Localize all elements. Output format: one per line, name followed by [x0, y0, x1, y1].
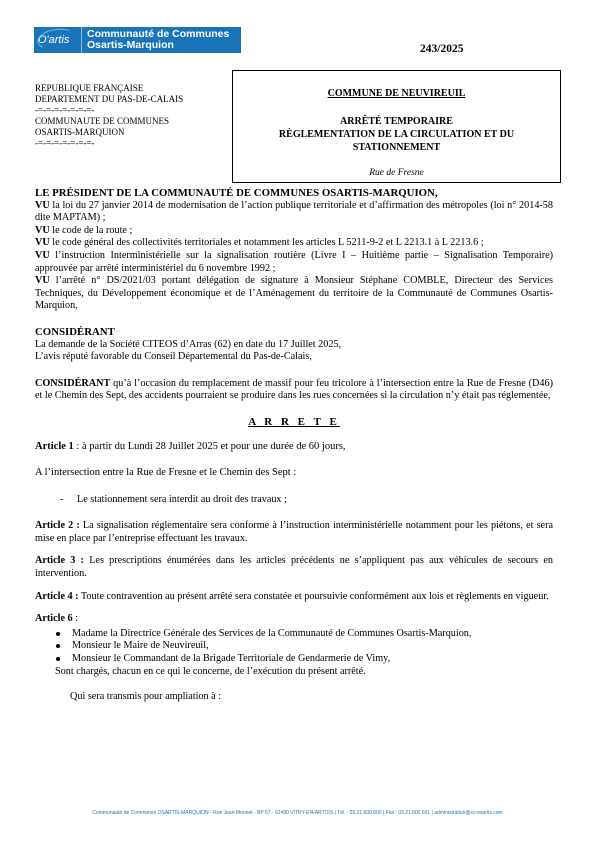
street-name: Rue de Fresne [369, 168, 424, 178]
arrete-title-line: ARRÊTÉ TEMPORAIRE [340, 116, 453, 127]
article-3 [35, 555, 553, 580]
logo-text [82, 29, 229, 51]
article-label: Article 1 [35, 440, 74, 452]
admin-line: DEPARTEMENT DU PAS-DE-CALAIS [35, 94, 184, 104]
vu-paragraph [35, 200, 553, 225]
vu-text: le code général des collectivités territoriales et notamment les articles L 5211-9-2 et L 2213.1 à L 2213.6 ; [49, 237, 484, 249]
vu-label: VU [35, 237, 50, 249]
title-box [232, 70, 561, 183]
article-4 [35, 591, 553, 604]
logo-line-1: Communauté de Communes [87, 28, 230, 40]
article-label: Article 4 : [35, 590, 79, 602]
president-heading: LE PRÉSIDENT DE LA COMMUNAUTÉ DE COMMUNES OSARTIS-MARQUION, [35, 187, 438, 199]
article-1 [35, 441, 553, 454]
recipient-list [35, 628, 553, 666]
considerant-text: qu’à l’occasion du remplacement de massif pour feu tricolore à l’intersection entre la Rue de Fresne (D46) et le Chemin des Sept, des accidents pourraient se produire dans les rues concernées si la circulation n’y était pas réglementée, [35, 377, 553, 402]
considerant-label: CONSIDÉRANT [35, 377, 111, 389]
logo-mark [34, 27, 82, 53]
recipient-item [35, 640, 553, 653]
stationnement-item [35, 494, 553, 507]
admin-separator: -=-=-=-=-=-=-=- [35, 105, 95, 115]
vu-text: la loi du 27 janvier 2014 de modernisation de l’action publique territoriale et d’affirmation des métropoles (loi n° 2014-58 dite MAPTAM) ; [35, 199, 553, 224]
recipient-text: Madame la Directrice Générale des Services de la Communauté de Communes Osartis-Marquion, [72, 627, 472, 639]
article-6 [35, 613, 553, 626]
vu-paragraph [35, 250, 553, 275]
recipient-item [35, 628, 553, 641]
arrete-title-line: RÈGLEMENTATION DE LA CIRCULATION ET DU [278, 129, 515, 140]
article-label: Article 3 : [35, 555, 84, 567]
arrete-title [233, 115, 560, 154]
recipient-item [35, 653, 553, 666]
admin-separator: -=-=-=-=-=-=-=- [35, 138, 95, 148]
ampliation-line: Qui sera transmis pour ampliation à : [70, 691, 222, 703]
admin-line: OSARTIS-MARQUION [35, 127, 125, 137]
recipient-text: Monsieur le Commandant de la Brigade Territoriale de Gendarmerie de Vimy, [72, 653, 391, 665]
stationnement-text: Le stationnement sera interdit au droit des travaux ; [77, 493, 287, 505]
vu-text: le code de la route ; [49, 224, 133, 236]
vu-label: VU [35, 224, 50, 236]
considerant-paragraph [35, 378, 553, 403]
dash-marker: - [60, 493, 64, 505]
recipient-text: Monsieur le Maire de Neuvireuil, [72, 640, 209, 652]
vu-paragraph [35, 225, 553, 238]
reference-number: 243/2025 [420, 43, 464, 55]
arrete-heading: A R R E T E [248, 415, 340, 428]
vu-paragraph [35, 275, 553, 313]
considerant-line: La demande de la Société CITEOS d’Arras (62) en date du 17 Juillet 2025, [35, 338, 342, 350]
logo-line-2: Osartis-Marquion [87, 39, 174, 51]
vu-text: l’arrêté n° DS/2021/03 portant délégation de signature à Monsieur Stéphane COMBLE, Directeur des Services Techniques, du Développement économique et de l’Aménagement du territoire de la Communauté de Communes Osartis-Marquion, [35, 275, 553, 312]
charges-line: Sont chargés, chacun en ce qui le concerne, de l’exécution du présent arrêté. [55, 665, 366, 677]
osartis-logo [34, 27, 241, 53]
considerant-heading: CONSIDÉRANT [35, 325, 115, 338]
article-label: Article 2 : [35, 520, 80, 532]
article-text: Les prescriptions énumérées dans les articles précédents ne s’appliquent pas aux véhicules de secours en intervention. [35, 555, 553, 580]
article-label: Article 6 [35, 613, 73, 625]
admin-header [35, 83, 183, 149]
vu-label: VU [35, 199, 50, 211]
footer-contact: Communauté de Communes OSARTIS-MARQUION - Rue Jean Monnet - BP 57 - 62490 VITRY-EN-ARTOIS | Tél. : 03.21.600.600 | Fax : 03.21.600.601 | administration@cc-osartis.com [92, 810, 503, 816]
logo-mark-text: O'artis [38, 34, 70, 46]
document-body [35, 187, 553, 704]
article-text: Toute contravention au présent arrêté sera constatée et poursuivie conformément aux lois et règlements en vigueur. [78, 590, 549, 602]
vu-text: l’instruction Interministérielle sur la signalisation routière (Livre I – Huitième partie – Signalisation Temporaire) approuvée par arrêté interministériel du 6 novembre 1992 ; [35, 249, 553, 274]
bullet-icon [56, 632, 60, 636]
admin-line: COMMUNAUTE DE COMMUNES [35, 116, 170, 126]
logo-swoosh-icon [36, 26, 77, 52]
vu-paragraph [35, 237, 553, 250]
vu-label: VU [35, 275, 50, 287]
vu-label: VU [35, 249, 50, 261]
bullet-icon [56, 644, 60, 648]
admin-line: REPUBLIQUE FRANÇAISE [35, 83, 144, 93]
intersection-line: A l’intersection entre la Rue de Fresne et le Chemin des Sept : [35, 467, 297, 479]
bullet-icon [56, 657, 60, 661]
article-text: : [72, 613, 79, 625]
arrete-title-line: STATIONNEMENT [352, 142, 441, 153]
commune-title: COMMUNE DE NEUVIREUIL [327, 88, 466, 99]
article-text: : à partir du Lundi 28 Juillet 2025 et pour une durée de 60 jours, [73, 440, 346, 452]
considerant-line: L’avis réputé favorable du Conseil Départemental du Pas-de-Calais, [35, 351, 312, 363]
article-text: La signalisation réglementaire sera conforme à l’instruction interministérielle notamment pour les piétons, et sera mise en place par l’entreprise effectuant les travaux. [35, 520, 553, 544]
article-2 [35, 520, 553, 545]
